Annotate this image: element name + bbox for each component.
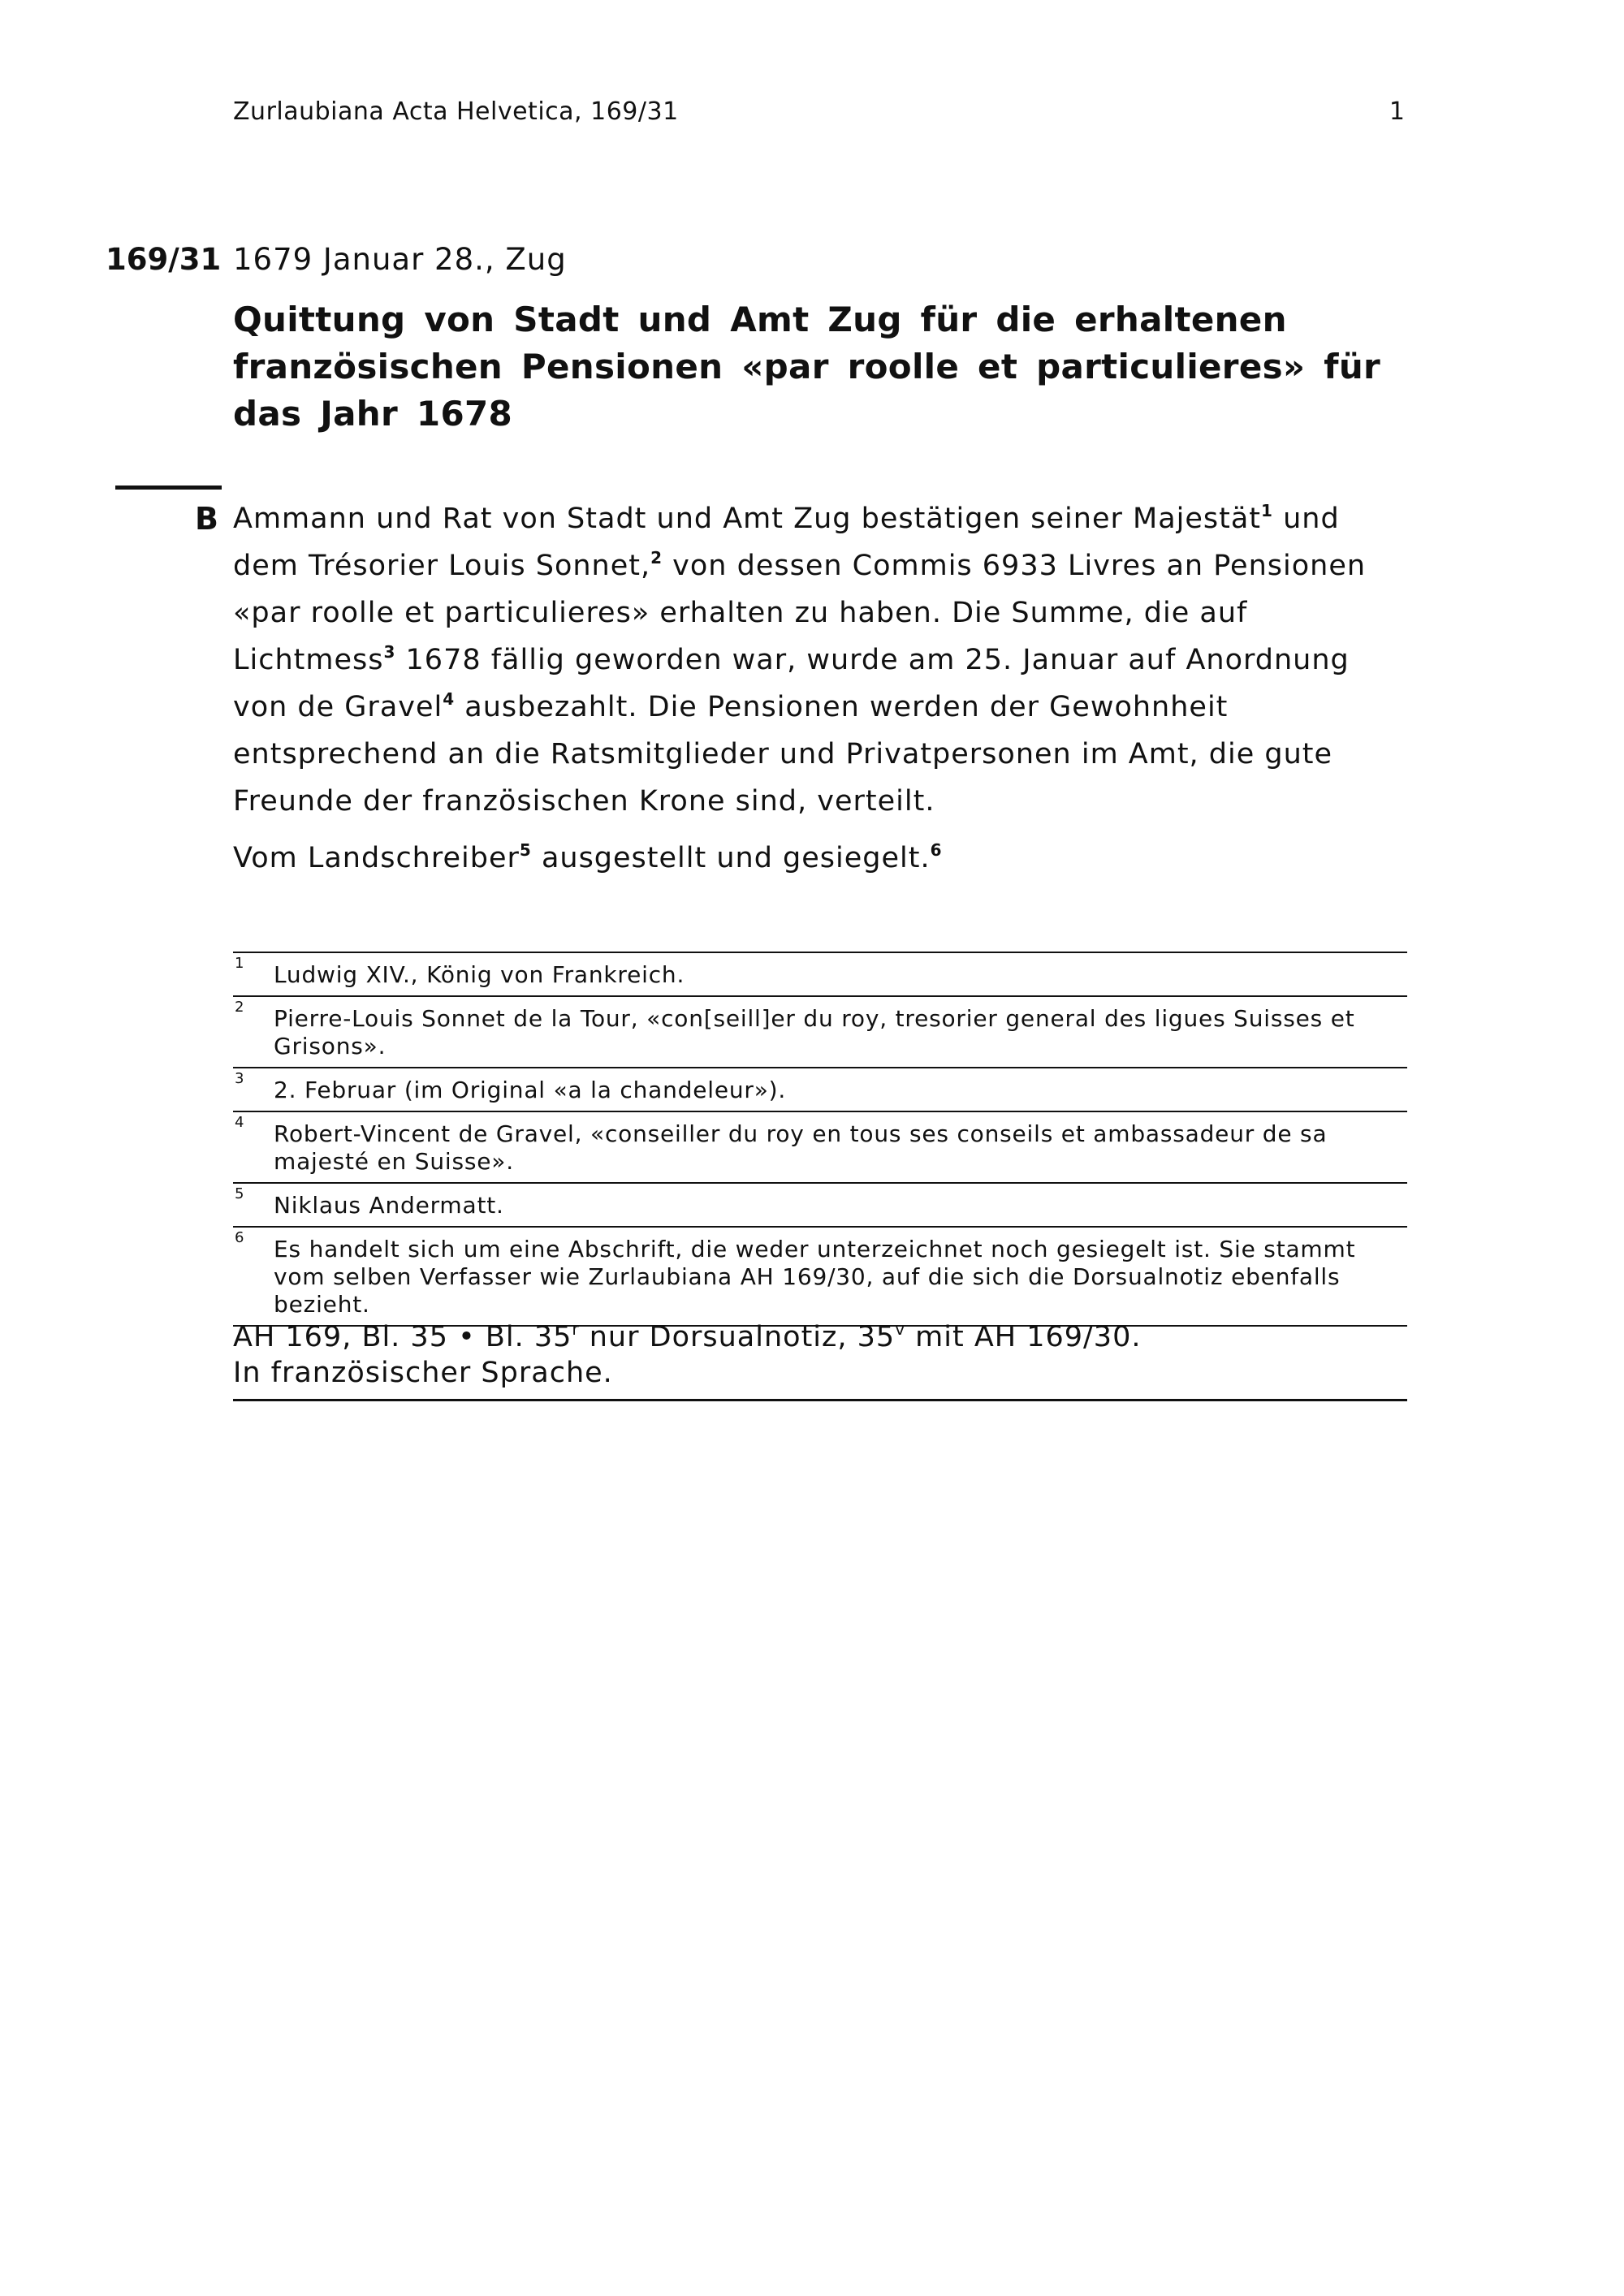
margin-divider [115, 486, 222, 490]
footnote-item [233, 1184, 1407, 1228]
footnote-ref[interactable]: 2 [650, 548, 663, 568]
regest-paragraph: Ammann und Rat von Stadt und Amt Zug bestätigen seiner Majestät$^1$ und dem Trésorier Louis Sonnet,$^2$ von dessen Commis 6933 Livres an Pensionen «par roolle et particulieres» erhalten zu haben. Die Summe, die auf Lichtmess$^3$ 1678 fällig geworden war, wurde am 25. Januar auf Anordnung von de Gravel$^4$ ausbezahlt. Die Pensionen werden der Gewohnheit entsprechend an die Ratsmitglieder und Privatpersonen im Amt, die gute Freunde der französischen Krone sind, verteilt. [233, 501, 1367, 818]
footnote-text: Niklaus Andermatt. [274, 1192, 504, 1219]
regest-title: Quittung von Stadt und Amt Zug für die erhaltenen französischen Pensionen «par roolle et particulieres» für das Jahr 1678 [233, 300, 1381, 434]
header-title: Zurlaubiana Acta Helvetica, 169/31 [233, 97, 679, 126]
entry-number: 169/31 [106, 242, 222, 277]
footnote-number: 4 [235, 1114, 245, 1131]
footnotes-list [233, 952, 1407, 1327]
page-number: 1 [1389, 97, 1405, 126]
archive-language: In französischer Sprache. [233, 1357, 613, 1389]
footnote-number: 3 [235, 1070, 245, 1087]
footnote-text: 2. Februar (im Original «a la chandeleur»). [274, 1077, 787, 1103]
footnote-item [233, 1228, 1407, 1327]
section-mark: B [195, 501, 218, 537]
footnote-item [233, 1068, 1407, 1112]
footnote-ref[interactable]: 6 [930, 840, 943, 860]
footnote-text: Es handelt sich um eine Abschrift, die weder unterzeichnet noch gesiegelt ist. Sie stammt vom selben Verfasser wie Zurlaubiana AH 169/30, auf die sich die Dorsualnotiz ebenfalls bezieht. [274, 1236, 1356, 1318]
footnote-text: Ludwig XIV., König von Frankreich. [274, 961, 685, 988]
regest-body [233, 495, 1410, 882]
footnote-item [233, 953, 1407, 997]
archive-note [233, 1319, 1407, 1401]
footnote-number: 6 [235, 1229, 245, 1246]
footnote-item [233, 997, 1407, 1068]
footnote-ref[interactable]: 4 [443, 689, 456, 709]
footnote-item [233, 1112, 1407, 1184]
footnote-text: Pierre-Louis Sonnet de la Tour, «con[seill]er du roy, tresorier general des ligues Suisses et Grisons». [274, 1005, 1355, 1060]
footnote-number: 1 [235, 955, 245, 972]
footnote-ref[interactable]: 1 [1261, 501, 1273, 520]
footnote-text: Robert-Vincent de Gravel, «conseiller du roy en tous ses conseils et ambassadeur de sa majesté en Suisse». [274, 1120, 1328, 1175]
archive-reference: AH 169, Bl. 35 • Bl. 35$^r$ nur Dorsualnotiz, 35$^v$ mit AH 169/30. [233, 1319, 1142, 1353]
footnote-number: 2 [235, 999, 245, 1016]
footnote-number: 5 [235, 1185, 245, 1202]
regest-paragraph: Vom Landschreiber$^5$ ausgestellt und gesiegelt.$^6$ [233, 840, 943, 874]
footnote-ref[interactable]: 3 [383, 642, 396, 662]
footnote-ref[interactable]: 5 [519, 840, 532, 860]
entry-date-place: 1679 Januar 28., Zug [233, 242, 567, 277]
